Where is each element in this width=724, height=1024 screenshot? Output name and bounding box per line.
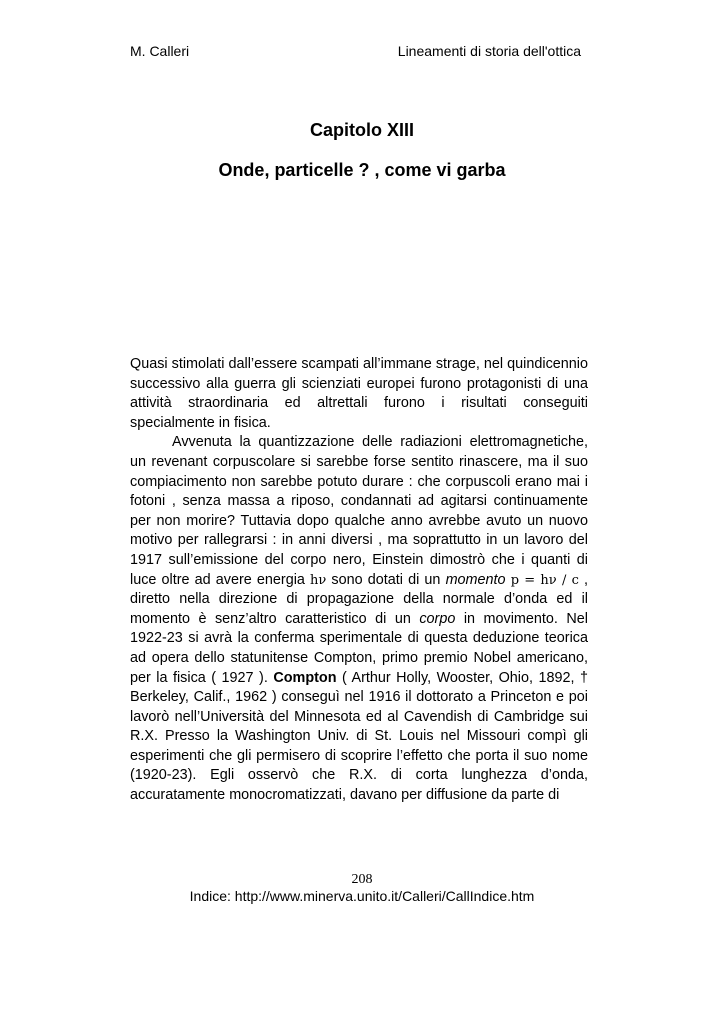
text-run: in movimento. Nel 1922-23 si avrà la conferma sperimentale di questa deduzione teorica ad opera dello statunitense Compton, primo premio Nobel americano, per la fisica ( 1927 ). xyxy=(130,610,588,686)
text-run: ( Arthur Holly, Wooster, Ohio, 1892, † Berkeley, Calif., 1962 ) conseguì nel 1916 il dottorato a Princeton e poi lavorò nell’Università del Minnesota ed al Cavendish di Cambridge sui R.X. Presso la Washington Univ. di St. Louis nel Missouri compì gli esperimenti che gli permisero di scoprire l’effetto che porta il suo nome (1920-23). Egli osservò che R.X. di corta lunghezza d’onda, accuratamente monocromatizzati, davano per diffusione da parte di xyxy=(130,669,588,804)
emphasis-corpo: corpo xyxy=(419,610,456,627)
page-number: 208 xyxy=(351,872,373,887)
paragraph-1: Quasi stimolati dall’essere scampati all’immane strage, nel quindicennio successivo alla guerra gli scienziati europei furono protagonisti di una attività straordinaria ed altrettali furono i risultati conseguiti specialmente in fisica. xyxy=(130,356,588,431)
body-text xyxy=(130,355,588,806)
index-link[interactable]: Indice: http://www.minerva.unito.it/Calleri/CallIndice.htm xyxy=(189,888,535,904)
running-header-title: Lineamenti di storia dell'ottica xyxy=(397,43,581,59)
chapter-title: Onde, particelle ? , come vi garba xyxy=(218,160,506,180)
emphasis-momento: momento xyxy=(445,571,506,588)
chapter-label: Capitolo XIII xyxy=(309,120,414,140)
text-run: , diretto nella direzione di propagazione della normale d’onda ed il momento è senz’altro caratteristico di un xyxy=(130,571,588,627)
running-header-author: M. Calleri xyxy=(130,43,190,59)
text-run: sono dotati di un xyxy=(326,571,446,588)
name-compton: Compton xyxy=(273,669,337,686)
momentum-formula: p = hν / c xyxy=(510,572,579,588)
energy-symbol: hν xyxy=(310,572,327,588)
text-run: Avvenuta la quantizzazione delle radiazioni elettromagnetiche, un revenant corpuscolare si sarebbe forse sentito rinascere, ma il suo compiacimento non sarebbe potuto durare : che corpuscoli erano mai i fotoni , senza massa a riposo, condannati ad agitarsi continuamente per non morire? Tuttavia dopo qualche anno avrebbe avuto un nuovo motivo per rallegrarsi : in anni diversi , ma soprattutto in un lavoro del 1917 sull’emissione del corpo nero, Einstein dimostrò che i quanti di luce oltre ad avere energia xyxy=(130,434,588,588)
paragraph-2 xyxy=(130,433,588,805)
